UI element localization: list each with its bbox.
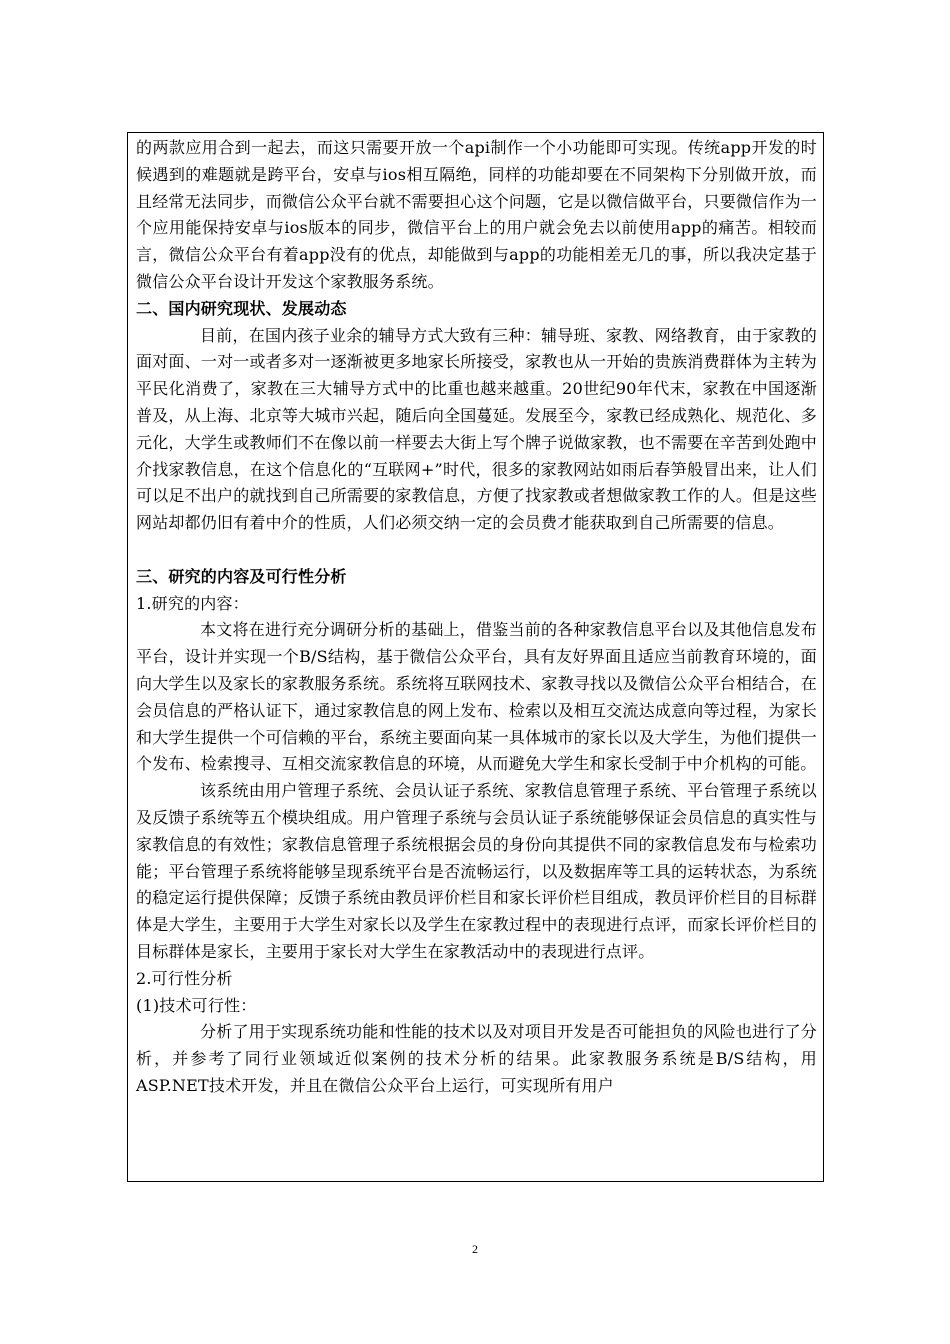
table-cell-frame [127,132,824,1182]
blank-line [136,537,817,564]
page-number: 2 [472,1242,478,1256]
body-paragraph: 1.研究的内容： [136,593,249,613]
body-paragraph: 2.可行性分析 [136,968,233,988]
body-paragraph: 目前，在国内孩子业余的辅导方式大致有三种：辅导班、家教、网络教育，由于家教的面对面、一对一或者多对一逐渐被更多地家长所接受，家教也从一开始的贵族消费群体为主转为平民化消费了，家教在三大辅导方式中的比重也越来越重。20世纪90年代末，家教在中国逐渐普及，从上海、北京等大城市兴起，随后向全国蔓延。发展至今，家教已经成熟化、规范化、多元化，大学生或教师们不在像以前一样要去大街上写个牌子说做家教，也不需要在辛苦到处跑中介找家教信息，在这个信息化的“互联网+”时代，很多的家教网站如雨后春笋般冒出来，让人们可以足不出户的就找到自己所需要的家教信息，方便了找家教或者想做家教工作的人。但是这些网站却都仍旧有着中介的性质，人们必须交纳一定的会员费才能获取到自己所需要的信息。 [136,325,817,533]
section-heading: 二、国内研究现状、发展动态 [136,298,347,318]
document-body [128,133,823,1100]
body-paragraph: 的两款应用合到一起去，而这只需要开放一个api制作一个小功能即可实现。传统app开发的时候遇到的难题就是跨平台，安卓与ios相互隔绝，同样的功能却要在不同架构下分别做开放，而且经常无法同步，而微信公众平台就不需要担心这个问题，它是以微信做平台，只要微信作为一个应用能保持安卓与ios版本的同步，微信平台上的用户就会免去以前使用app的痛苦。相较而言，微信公众平台有着app没有的优点，却能做到与app的功能相差无几的事，所以我决定基于微信公众平台设计开发这个家教服务系统。 [136,138,817,291]
body-paragraph: 该系统由用户管理子系统、会员认证子系统、家教信息管理子系统、平台管理子系统以及反馈子系统等五个模块组成。用户管理子系统与会员认证子系统能够保证会员信息的真实性与家教信息的有效性；家教信息管理子系统根据会员的身份向其提供不同的家教信息发布与检索功能；平台管理子系统将能够呈现系统平台是否流畅运行，以及数据库等工具的运转状态，为系统的稳定运行提供保障；反馈子系统由教员评价栏目和家长评价栏目组成，教员评价栏目的目标群体是大学生，主要用于大学生对家长以及学生在家教过程中的表现进行点评，而家长评价栏目的目标群体是家长，主要用于家长对大学生在家教活动中的表现进行点评。 [136,781,817,961]
body-paragraph: 本文将在进行充分调研分析的基础上，借鉴当前的各种家教信息平台以及其他信息发布平台，设计并实现一个B/S结构，基于微信公众平台，具有友好界面且适应当前教育环境的，面向大学生以及家长的家教服务系统。系统将互联网技术、家教寻找以及微信公众平台相结合，在会员信息的严格认证下，通过家教信息的网上发布、检索以及相互交流达成意向等过程，为家长和大学生提供一个可信赖的平台，系统主要面向某一具体城市的家长以及大学生，为他们提供一个发布、检索搜寻、互相交流家教信息的环境，从而避免大学生和家长受制于中介机构的可能。 [136,620,817,774]
body-paragraph: (1)技术可行性： [136,995,257,1015]
body-paragraph: 分析了用于实现系统功能和性能的技术以及对项目开发是否可能担负的风险也进行了分析，并参考了同行业领域近似案例的技术分析的结果。此家教服务系统是B/S结构，用ASP.NET技术开发，并且在微信公众平台上运行，可实现所有用户 [136,1022,817,1095]
section-heading: 三、研究的内容及可行性分析 [136,566,347,586]
